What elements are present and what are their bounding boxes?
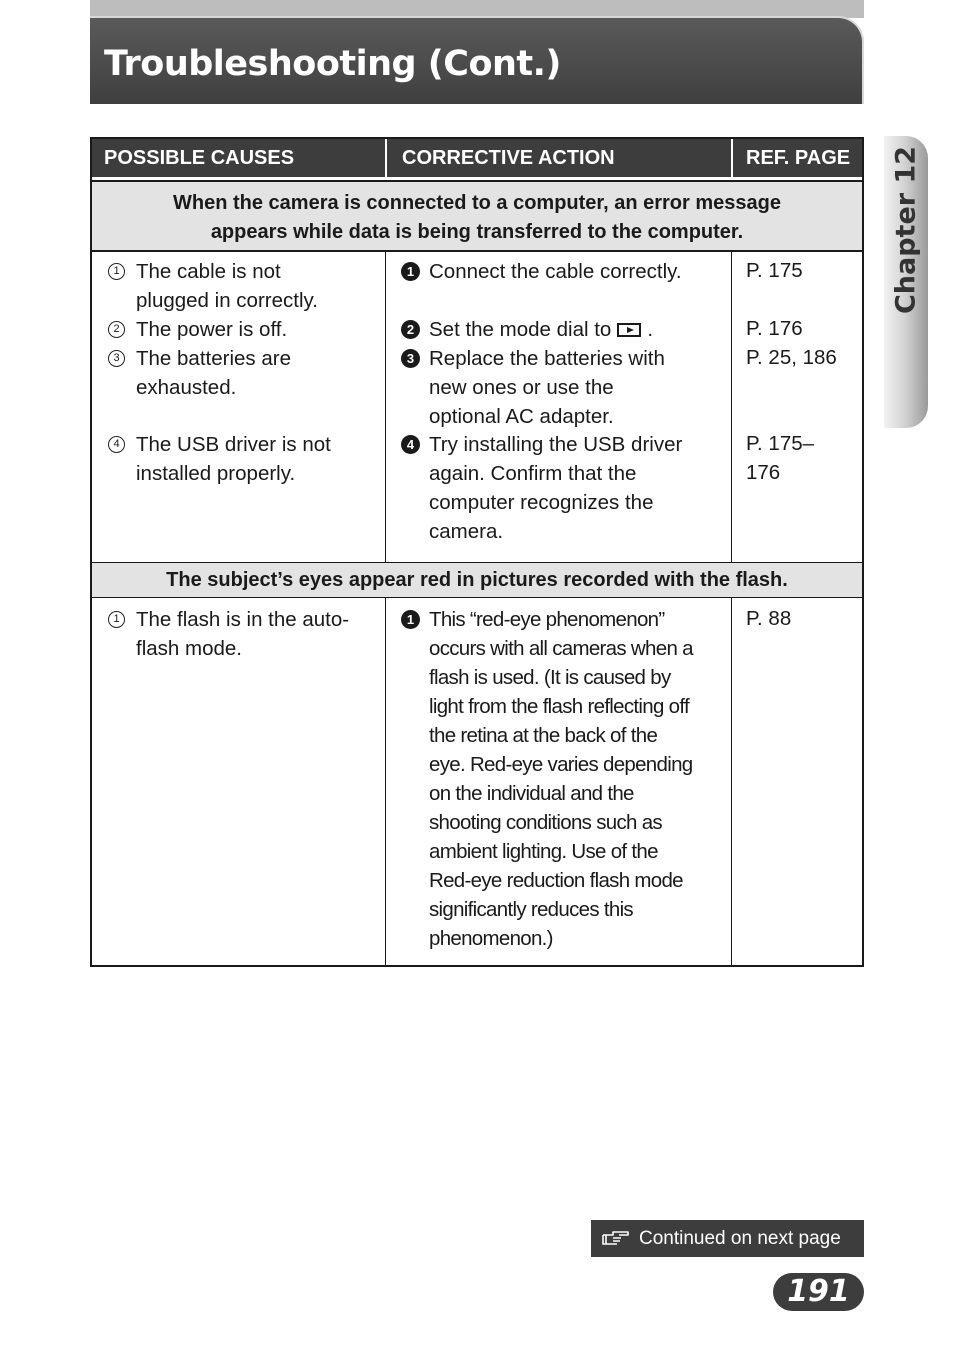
- ref-page: P. 175– 176: [746, 432, 815, 484]
- ref-page: P. 25, 186: [746, 346, 837, 369]
- section-heading-line: appears while data is being transferred to the computer.: [210, 221, 744, 243]
- header-corrective-action: CORRECTIVE ACTION: [402, 147, 615, 169]
- header-divider: [385, 139, 387, 177]
- section-rule: [92, 597, 862, 598]
- page-title: Troubleshooting (Cont.): [104, 44, 561, 84]
- troubleshooting-table: POSSIBLE CAUSES CORRECTIVE ACTION REF. PAGE When the camera is connected to a computer, an error message appears while data is being transferred to the computer. 1 The cable is not plugged in correctly. 2 The power is off. 3 The batteries are exhausted. 4 The USB driver is not installed properly. 1 Connect the cable correctly. 2 Set the mode dial to . 3 Replace the batteries with new ones or use the optional AC adapter. 4 Try installing the USB driver again. Confirm that the computer recognizes the camera. P. 175 P. 176 P. 25, 186 P. 175– 176 The subject’s eyes appear red in pictures recorded with the flash. 1 The flash is in the auto- flash mode. 1 This “red-eye phenomenon” occurs with all cameras when a flash is used. (It is caused by light from the flash reflecting off the retina at the back of the eye. Red-eye varies depending on the individual and the shooting conditions such as ambient lighting. Use of the Red-eye reduction flash mode significantly reduces this phenomenon.) P. 88: [90, 137, 864, 967]
- marker-filled-1-icon: 1: [401, 262, 420, 281]
- marker-circle-4-icon: 4: [108, 436, 125, 453]
- continued-label: Continued on next page: [639, 1228, 841, 1249]
- ref-page: P. 88: [746, 607, 792, 630]
- playback-icon: [617, 323, 641, 337]
- column-divider: [385, 598, 386, 965]
- column-divider: [385, 252, 386, 562]
- page-number: 191: [773, 1273, 864, 1311]
- marker-circle-1-icon: 1: [108, 263, 125, 280]
- marker-circle-1-icon: 1: [108, 611, 125, 628]
- continued-banner: [591, 1220, 864, 1257]
- section-heading-red-eye: [92, 563, 862, 597]
- column-divider: [731, 252, 732, 562]
- header-ref-page: REF. PAGE: [746, 147, 851, 169]
- section-rule: [92, 250, 862, 252]
- chapter-label: Chapter 12: [890, 145, 922, 315]
- header-divider: [731, 139, 733, 177]
- table-header-row: [92, 139, 862, 177]
- section-heading-line: When the camera is connected to a computer, an error message: [173, 192, 781, 214]
- marker-filled-2-icon: 2: [401, 320, 420, 339]
- pointing-hand-icon: [601, 1228, 631, 1248]
- marker-filled-3-icon: 3: [401, 349, 420, 368]
- section-heading-connection-error: [92, 182, 862, 250]
- column-divider: [731, 598, 732, 965]
- title-banner: [90, 16, 864, 104]
- marker-circle-2-icon: 2: [108, 321, 125, 338]
- marker-filled-4-icon: 4: [401, 435, 420, 454]
- marker-filled-1-icon: 1: [401, 610, 420, 629]
- ref-page: P. 175: [746, 259, 803, 282]
- section-heading-line: The subject’s eyes appear red in pictures recorded with the flash.: [166, 569, 788, 591]
- marker-circle-3-icon: 3: [108, 350, 125, 367]
- header-possible-causes: POSSIBLE CAUSES: [104, 147, 295, 169]
- ref-page: P. 176: [746, 317, 803, 340]
